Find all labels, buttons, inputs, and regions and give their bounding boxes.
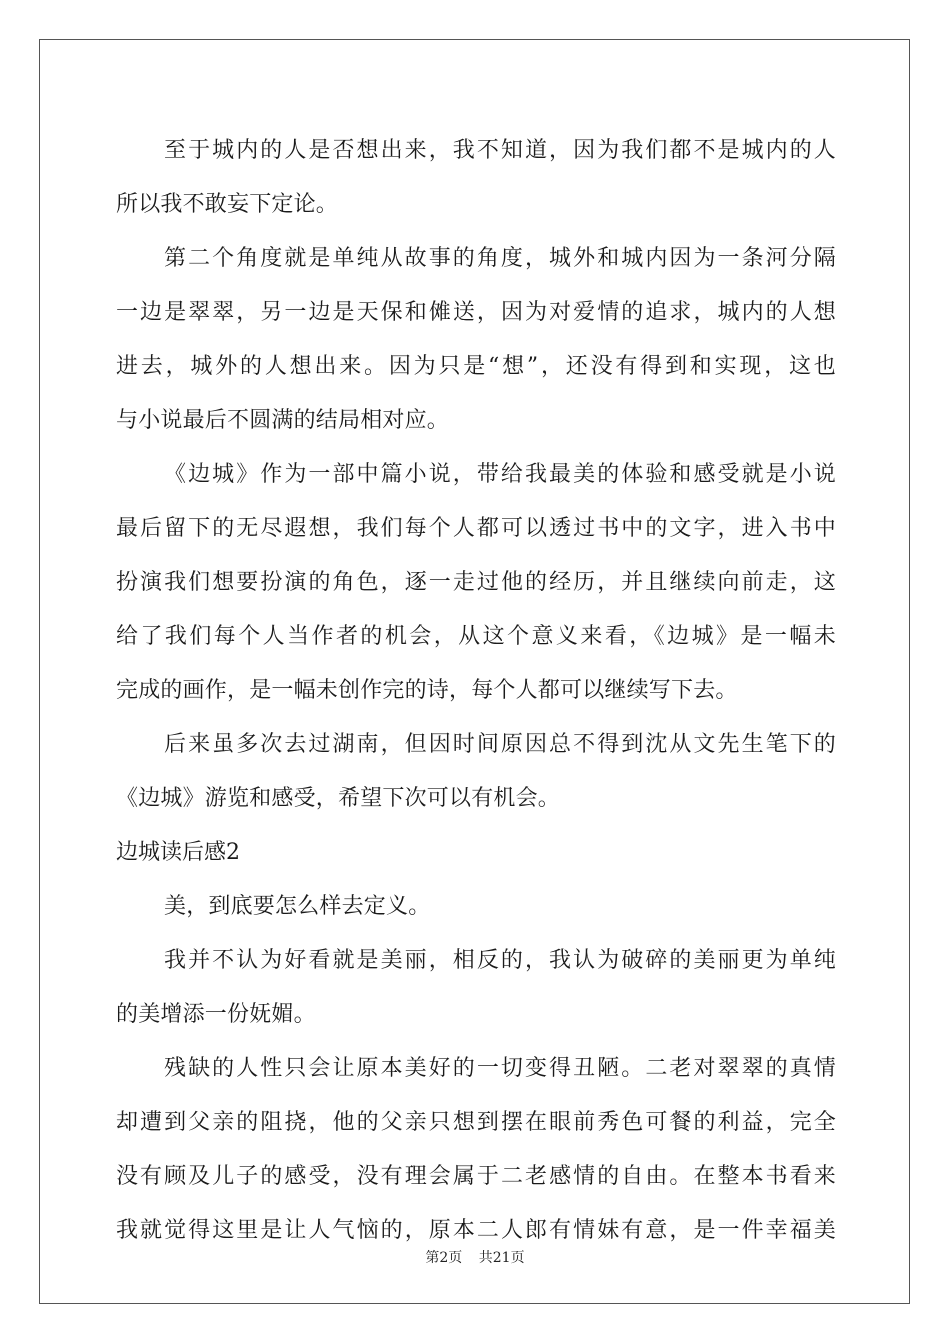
text-line: 我并不认为好看就是美丽，相反的，我认为破碎的美丽更为单纯 xyxy=(164,948,836,973)
paragraph xyxy=(116,934,836,1042)
text-line: 完成的画作，是一幅未创作完的诗，每个人都可以继续写下去。 xyxy=(116,678,738,703)
page-number: 第2页 xyxy=(425,1250,463,1266)
text-line: 与小说最后不圆满的结局相对应。 xyxy=(116,408,450,433)
text-line: 残缺的人性只会让原本美好的一切变得丑陋。二老对翠翠的真情 xyxy=(164,1056,836,1081)
text-line: 没有顾及儿子的感受，没有理会属于二老感情的自由。在整本书看来 xyxy=(116,1164,836,1189)
text-line: 给了我们每个人当作者的机会，从这个意义来看，《边城》是一幅未 xyxy=(116,624,836,649)
paragraph xyxy=(116,718,836,826)
text-line: 扮演我们想要扮演的角色，逐一走过他的经历，并且继续向前走，这 xyxy=(116,570,836,595)
text-line: 却遭到父亲的阻挠，他的父亲只想到摆在眼前秀色可餐的利益，完全 xyxy=(116,1110,836,1135)
text-line: 《边城》游览和感受，希望下次可以有机会。 xyxy=(116,786,561,811)
text-line: 所以我不敢妄下定论。 xyxy=(116,192,339,217)
paragraph xyxy=(116,448,836,718)
page-footer xyxy=(0,1247,950,1267)
document-body xyxy=(116,124,836,1258)
text-line: 美，到底要怎么样去定义。 xyxy=(164,894,431,919)
text-line: 第二个角度就是单纯从故事的角度，城外和城内因为一条河分隔 xyxy=(164,246,836,271)
paragraph xyxy=(116,124,836,232)
text-line: 的美增添一份妩媚。 xyxy=(116,1002,316,1027)
page-total: 共21页 xyxy=(478,1250,525,1266)
paragraph xyxy=(116,1042,836,1258)
paragraph xyxy=(116,880,836,934)
text-line: 进去，城外的人想出来。因为只是“想”，还没有得到和实现，这也 xyxy=(116,354,836,379)
text-line: 最后留下的无尽遐想，我们每个人都可以透过书中的文字，进入书中 xyxy=(116,516,836,541)
text-line: 一边是翠翠，另一边是天保和傩送，因为对爱情的追求，城内的人想 xyxy=(116,300,836,325)
text-line: 后来虽多次去过湖南，但因时间原因总不得到沈从文先生笔下的 xyxy=(164,732,836,757)
section-title: 边城读后感2 xyxy=(116,840,240,865)
text-line: 至于城内的人是否想出来，我不知道，因为我们都不是城内的人 xyxy=(164,138,836,163)
text-line: 《边城》作为一部中篇小说，带给我最美的体验和感受就是小说 xyxy=(164,462,836,487)
text-line: 我就觉得这里是让人气恼的，原本二人郎有情妹有意，是一件幸福美 xyxy=(116,1218,836,1243)
paragraph xyxy=(116,232,836,448)
